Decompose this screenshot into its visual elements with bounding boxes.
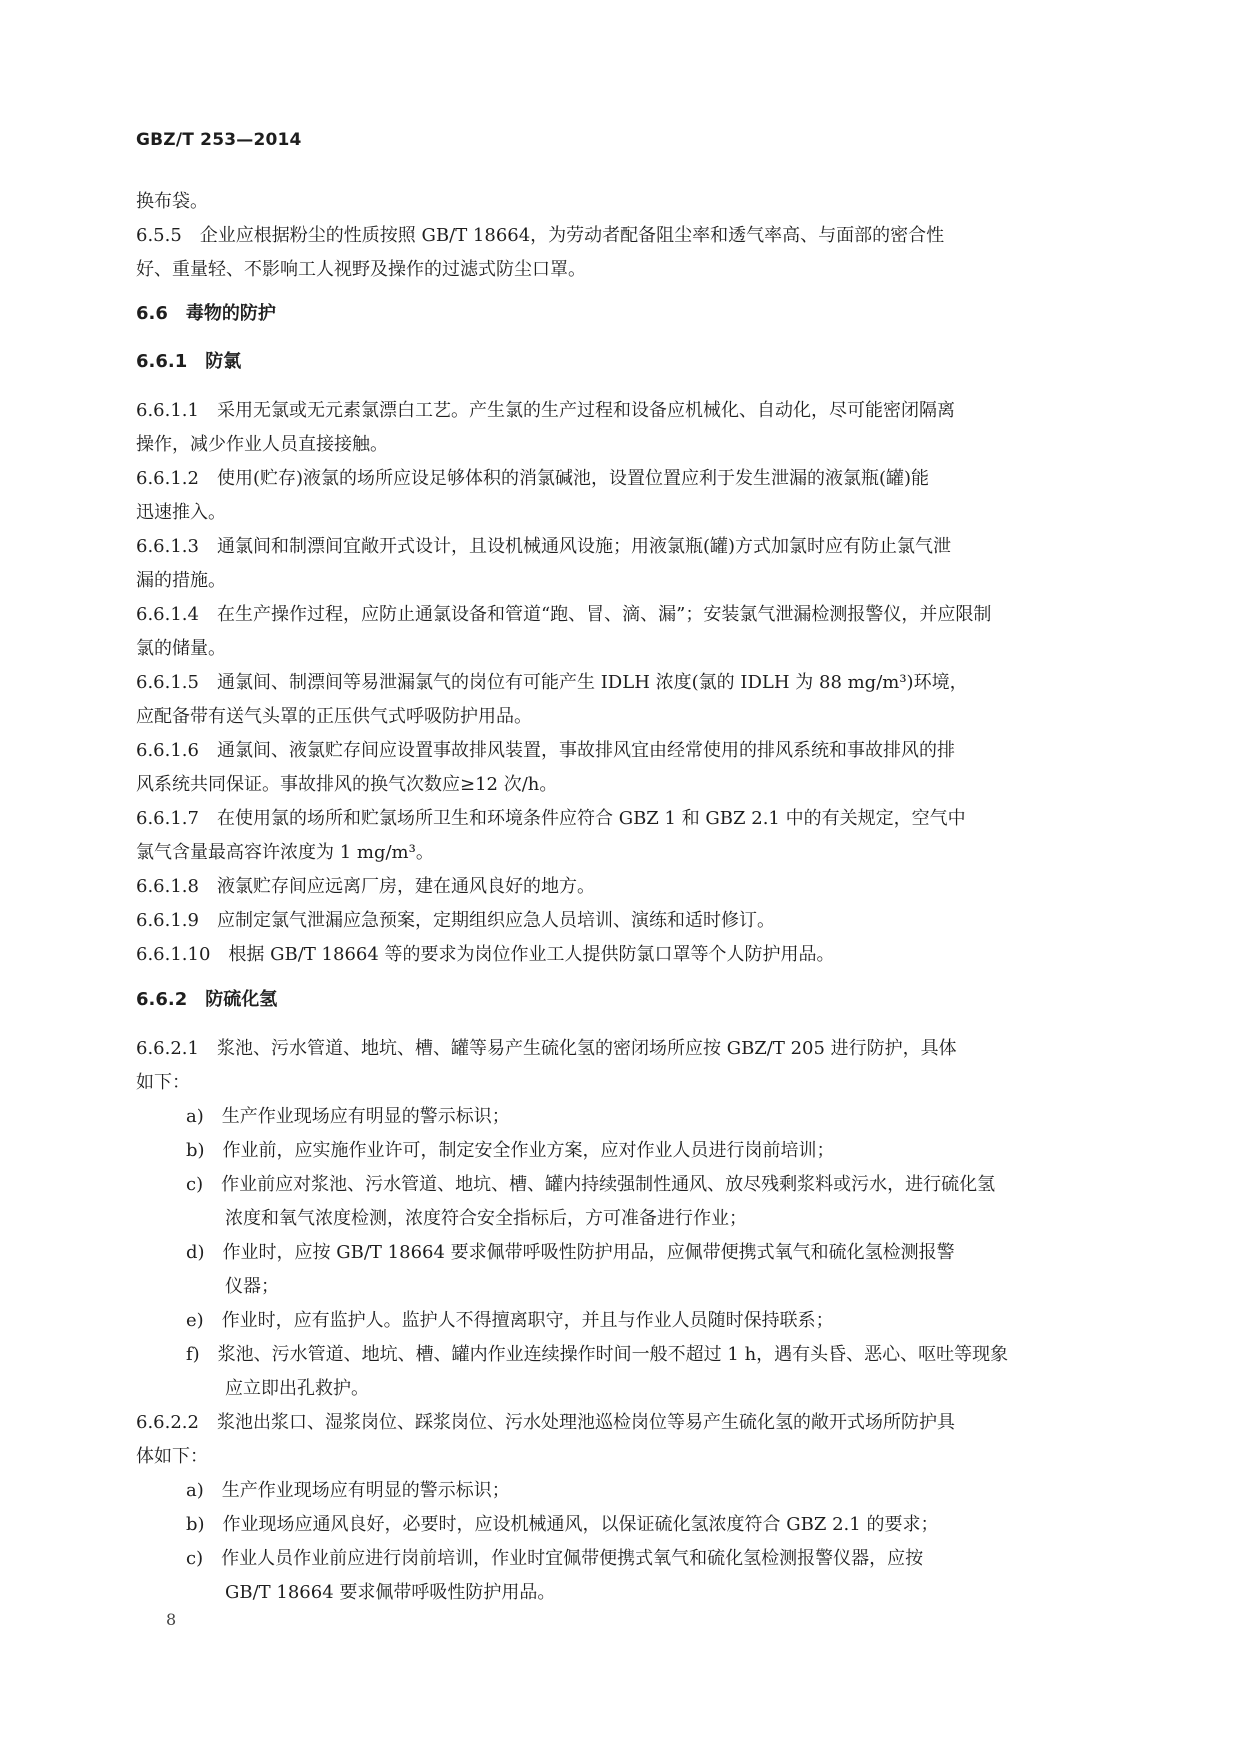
clause-6-6-1-10: 6.6.1.10 根据 GB/T 18664 等的要求为岗位作业工人提供防氯口罩等个人防护用品。 [136, 944, 835, 965]
clause-6-6-1-8: 6.6.1.8 液氯贮存间应远离厂房，建在通风良好的地方。 [136, 876, 595, 897]
list-item-b: b) 作业现场应通风良好，必要时，应设机械通风，以保证硫化氢浓度符合 GBZ 2.1 的要求； [186, 1514, 939, 1535]
list-item-continuation: GB/T 18664 要求佩带呼吸性防护用品。 [225, 1582, 556, 1603]
list-item-e: e) 作业时，应有监护人。监护人不得擅离职守，并且与作业人员随时保持联系； [186, 1310, 834, 1331]
clause-6-6-1-1: 6.6.1.1 采用无氯或无元素氯漂白工艺。产生氯的生产过程和设备应机械化、自动化，尽可能密闭隔离 [136, 400, 955, 421]
clause-6-6-1-4: 6.6.1.4 在生产操作过程，应防止通氯设备和管道“跑、冒、滴、漏”；安装氯气泄漏检测报警仪，并应限制 [136, 604, 992, 625]
text-line: 氯的储量。 [136, 638, 226, 659]
text-line: 迅速推入。 [136, 502, 226, 523]
list-item-continuation: 浓度和氧气浓度检测，浓度符合安全指标后，方可准备进行作业； [225, 1208, 747, 1229]
text-line: 风系统共同保证。事故排风的换气次数应≥12 次/h。 [136, 774, 558, 795]
clause-6-6-2-1: 6.6.2.1 浆池、污水管道、地坑、槽、罐等易产生硫化氢的密闭场所应按 GBZ/T 205 进行防护，具体 [136, 1038, 957, 1059]
section-heading-6-6: 6.6 毒物的防护 [136, 303, 276, 324]
page-number: 8 [166, 1610, 177, 1629]
list-item-c: c) 作业人员作业前应进行岗前培训，作业时宜佩带便携式氧气和硫化氢检测报警仪器，应按 [186, 1548, 924, 1569]
list-item-c: c) 作业前应对浆池、污水管道、地坑、槽、罐内持续强制性通风、放尽残剩浆料或污水，进行硫化氢 [186, 1174, 996, 1195]
list-item-b: b) 作业前，应实施作业许可，制定安全作业方案，应对作业人员进行岗前培训； [186, 1140, 835, 1161]
clause-6-6-1-9: 6.6.1.9 应制定氯气泄漏应急预案，定期组织应急人员培训、演练和适时修订。 [136, 910, 775, 931]
text-line: 如下： [136, 1072, 190, 1093]
clause-6-6-1-2: 6.6.1.2 使用(贮存)液氯的场所应设足够体积的消氯碱池，设置位置应利于发生泄漏的液氯瓶(罐)能 [136, 468, 930, 489]
text-line: 应配备带有送气头罩的正压供气式呼吸防护用品。 [136, 706, 532, 727]
text-line: 换布袋。 [136, 191, 208, 212]
list-item-continuation: 应立即出孔救护。 [225, 1378, 369, 1399]
text-line: 好、重量轻、不影响工人视野及操作的过滤式防尘口罩。 [136, 259, 586, 280]
list-item-continuation: 仪器； [225, 1276, 279, 1297]
text-line: 漏的措施。 [136, 570, 226, 591]
text-line: 氯气含量最高容许浓度为 1 mg/m³。 [136, 842, 434, 863]
text-line: 操作，减少作业人员直接接触。 [136, 434, 388, 455]
clause-6-6-2-2: 6.6.2.2 浆池出浆口、湿浆岗位、踩浆岗位、污水处理池巡检岗位等易产生硫化氢的敞开式场所防护具 [136, 1412, 955, 1433]
list-item-d: d) 作业时，应按 GB/T 18664 要求佩带呼吸性防护用品，应佩带便携式氧气和硫化氢检测报警 [186, 1242, 955, 1263]
clause-6-6-1-6: 6.6.1.6 通氯间、液氯贮存间应设置事故排风装置，事故排风宜由经常使用的排风系统和事故排风的排 [136, 740, 955, 761]
clause-6-6-1-3: 6.6.1.3 通氯间和制漂间宜敞开式设计，且设机械通风设施；用液氯瓶(罐)方式加氯时应有防止氯气泄 [136, 536, 952, 557]
standard-id: GBZ/T 253—2014 [136, 130, 302, 150]
clause-6-5-5: 6.5.5 企业应根据粉尘的性质按照 GB/T 18664，为劳动者配备阻尘率和透气率高、与面部的密合性 [136, 225, 945, 246]
clause-6-6-1-5: 6.6.1.5 通氯间、制漂间等易泄漏氯气的岗位有可能产生 IDLH 浓度(氯的 IDLH 为 88 mg/m³)环境， [136, 672, 968, 693]
text-line: 体如下： [136, 1446, 208, 1467]
section-heading-6-6-1: 6.6.1 防氯 [136, 351, 242, 372]
document-page [136, 0, 1104, 1754]
clause-6-6-1-7: 6.6.1.7 在使用氯的场所和贮氯场所卫生和环境条件应符合 GBZ 1 和 GBZ 2.1 中的有关规定，空气中 [136, 808, 966, 829]
section-heading-6-6-2: 6.6.2 防硫化氢 [136, 989, 278, 1010]
list-item-f: f) 浆池、污水管道、地坑、槽、罐内作业连续操作时间一般不超过 1 h，遇有头昏、恶心、呕吐等现象 [186, 1344, 1009, 1365]
list-item-a: a) 生产作业现场应有明显的警示标识； [186, 1480, 510, 1501]
list-item-a: a) 生产作业现场应有明显的警示标识； [186, 1106, 510, 1127]
